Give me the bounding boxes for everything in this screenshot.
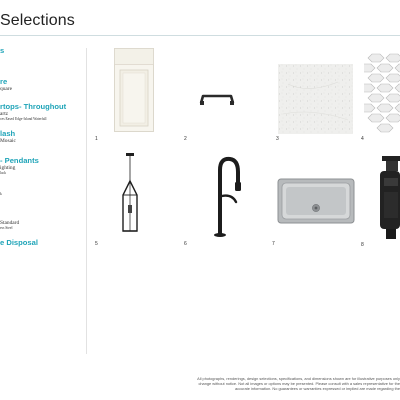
- product-number: 3: [276, 136, 279, 142]
- category-detail: lack: [0, 171, 6, 176]
- backsplash-mosaic-image: [364, 52, 400, 136]
- product-number: 2: [184, 136, 187, 142]
- cabinet-door-image: [114, 48, 154, 132]
- category-item: [0, 220, 19, 231]
- disclaimer-line: All photographs, renderings, design selections, specifications, and dimensions shown are for illustrative purposes only: [197, 376, 400, 381]
- category-item: [0, 46, 4, 55]
- category-title: re: [0, 77, 8, 86]
- product-number: 1: [95, 136, 98, 142]
- category-item: [0, 129, 16, 144]
- category-item: [0, 102, 66, 122]
- product-number: 5: [95, 241, 98, 247]
- category-detail: ces Eased Edge-Island Waterfall: [0, 117, 47, 122]
- cabinet-pull-image: [199, 93, 235, 107]
- garbage-disposal-image: [380, 156, 400, 242]
- category-title: lash: [0, 129, 16, 138]
- disclaimer-line: accurate information. No guarantees or warranties expressed or implied are made regarding the: [234, 386, 400, 391]
- product-number: 6: [184, 241, 187, 247]
- category-detail: ighting: [0, 165, 16, 171]
- kitchen-sink-image: [277, 178, 355, 224]
- disclaimer-text: [168, 376, 400, 391]
- pendant-light-image: [118, 153, 142, 237]
- category-detail: quare: [0, 86, 12, 92]
- category-item: [0, 156, 39, 176]
- category-detail: Standard: [0, 220, 20, 226]
- category-title: e Disposal: [0, 238, 38, 247]
- category-item: [0, 238, 38, 247]
- category-title: s: [0, 46, 5, 55]
- quartz-countertop-image: [278, 64, 353, 134]
- page-title: Selections: [0, 12, 75, 29]
- product-number: 8: [361, 242, 364, 248]
- product-number: 4: [361, 136, 364, 142]
- title-divider: [0, 35, 400, 36]
- disclaimer-line: change without notice. Not all images or options may be presented. Please consult with a sales representative for the: [198, 381, 400, 386]
- category-item: [0, 192, 2, 197]
- product-number: 7: [272, 241, 275, 247]
- category-item: [0, 77, 12, 92]
- category-title: rtops- Throughout: [0, 102, 67, 111]
- column-divider: [86, 48, 87, 354]
- category-detail: k: [0, 192, 2, 196]
- category-detail: ess Steel: [0, 226, 13, 231]
- category-detail: Mosaic: [0, 138, 16, 144]
- category-detail: artz: [0, 111, 9, 117]
- kitchen-faucet-image: [208, 156, 242, 238]
- category-title: - Pendants: [0, 156, 39, 165]
